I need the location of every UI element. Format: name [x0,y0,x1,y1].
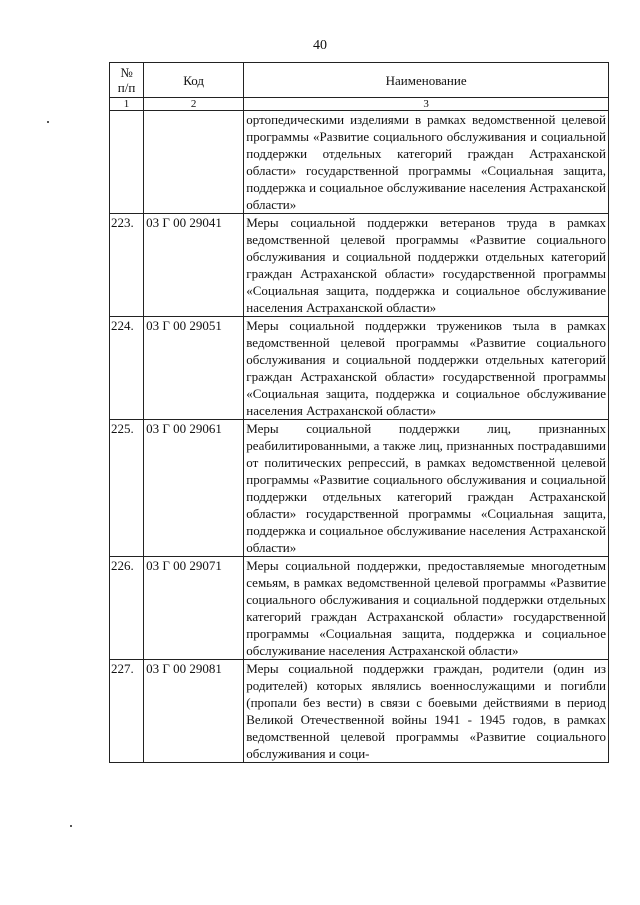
table-header-row [110,63,609,98]
row-name: Меры социальной поддержки лиц, признанных реабилитированными, а также лиц, признанных пострадавшими от политических репрессий, в рамках ведомственной целевой программы «Развитие социального обслуживания и социальной поддержки отдельных категорий граждан Астраханской области» государственной программы «Социальная защита, поддержка и социальное обслуживание населения Астраханской области» [244,420,609,557]
row-name: Меры социальной поддержки ветеранов труда в рамках ведомственной целевой программы «Развитие социального обслуживания и социальной поддержки отдельных категорий граждан Астраханской области» государственной программы «Социальная защита, поддержка и социальное обслуживание населения Астраханской области» [244,214,609,317]
row-number [110,111,144,214]
row-number: 227. [110,660,144,763]
row-number: 225. [110,420,144,557]
table-row [110,214,609,317]
table-row [110,660,609,763]
table-row [110,420,609,557]
row-code: 03 Г 00 29051 [144,317,244,420]
header-num-label: № п/п [117,65,136,95]
row-number: 226. [110,557,144,660]
row-number: 224. [110,317,144,420]
column-number-1: 1 [110,98,144,111]
budget-classification-table [109,62,609,763]
row-name: Меры социальной поддержки, предоставляемые многодетным семьям, в рамках ведомственной целевой программы «Развитие социального обслуживания и социальной поддержки отдельных категорий граждан Астраханской области» государственной программы «Социальная защита, поддержка и социальное обслуживание населения Астраханской области» [244,557,609,660]
header-num [110,63,144,98]
column-number-2: 2 [144,98,244,111]
scan-speck [47,121,49,123]
page-number: 40 [313,38,327,53]
header-code: Код [144,63,244,98]
column-number-3: 3 [244,98,609,111]
table-row [110,557,609,660]
header-name: Наименование [244,63,609,98]
row-code: 03 Г 00 29041 [144,214,244,317]
table-row [110,317,609,420]
row-name: Меры социальной поддержки граждан, родители (один из родителей) которых являлись военнослужащими и погибли (пропали без вести) в связи с боевыми действиями в период Великой Отечественной войны 1941 - 1945 годов, в рамках ведомственной целевой программы «Развитие социального обслуживания и соци- [244,660,609,763]
row-code: 03 Г 00 29071 [144,557,244,660]
row-number: 223. [110,214,144,317]
row-code: 03 Г 00 29081 [144,660,244,763]
row-code [144,111,244,214]
row-name: ортопедическими изделиями в рамках ведомственной целевой программы «Развитие социального обслуживания и социальной поддержки отдельных категорий граждан Астраханской области» государственной программы «Социальная защита, поддержка и социальное обслуживание населения Астраханской области» [244,111,609,214]
row-code: 03 Г 00 29061 [144,420,244,557]
table-row [110,111,609,214]
row-name: Меры социальной поддержки тружеников тыла в рамках ведомственной целевой программы «Развитие социального обслуживания и социальной поддержки отдельных категорий граждан Астраханской области» государственной программы «Социальная защита, поддержка и социальное обслуживание населения Астраханской области» [244,317,609,420]
column-numbers-row [110,98,609,111]
scan-speck [70,825,72,827]
